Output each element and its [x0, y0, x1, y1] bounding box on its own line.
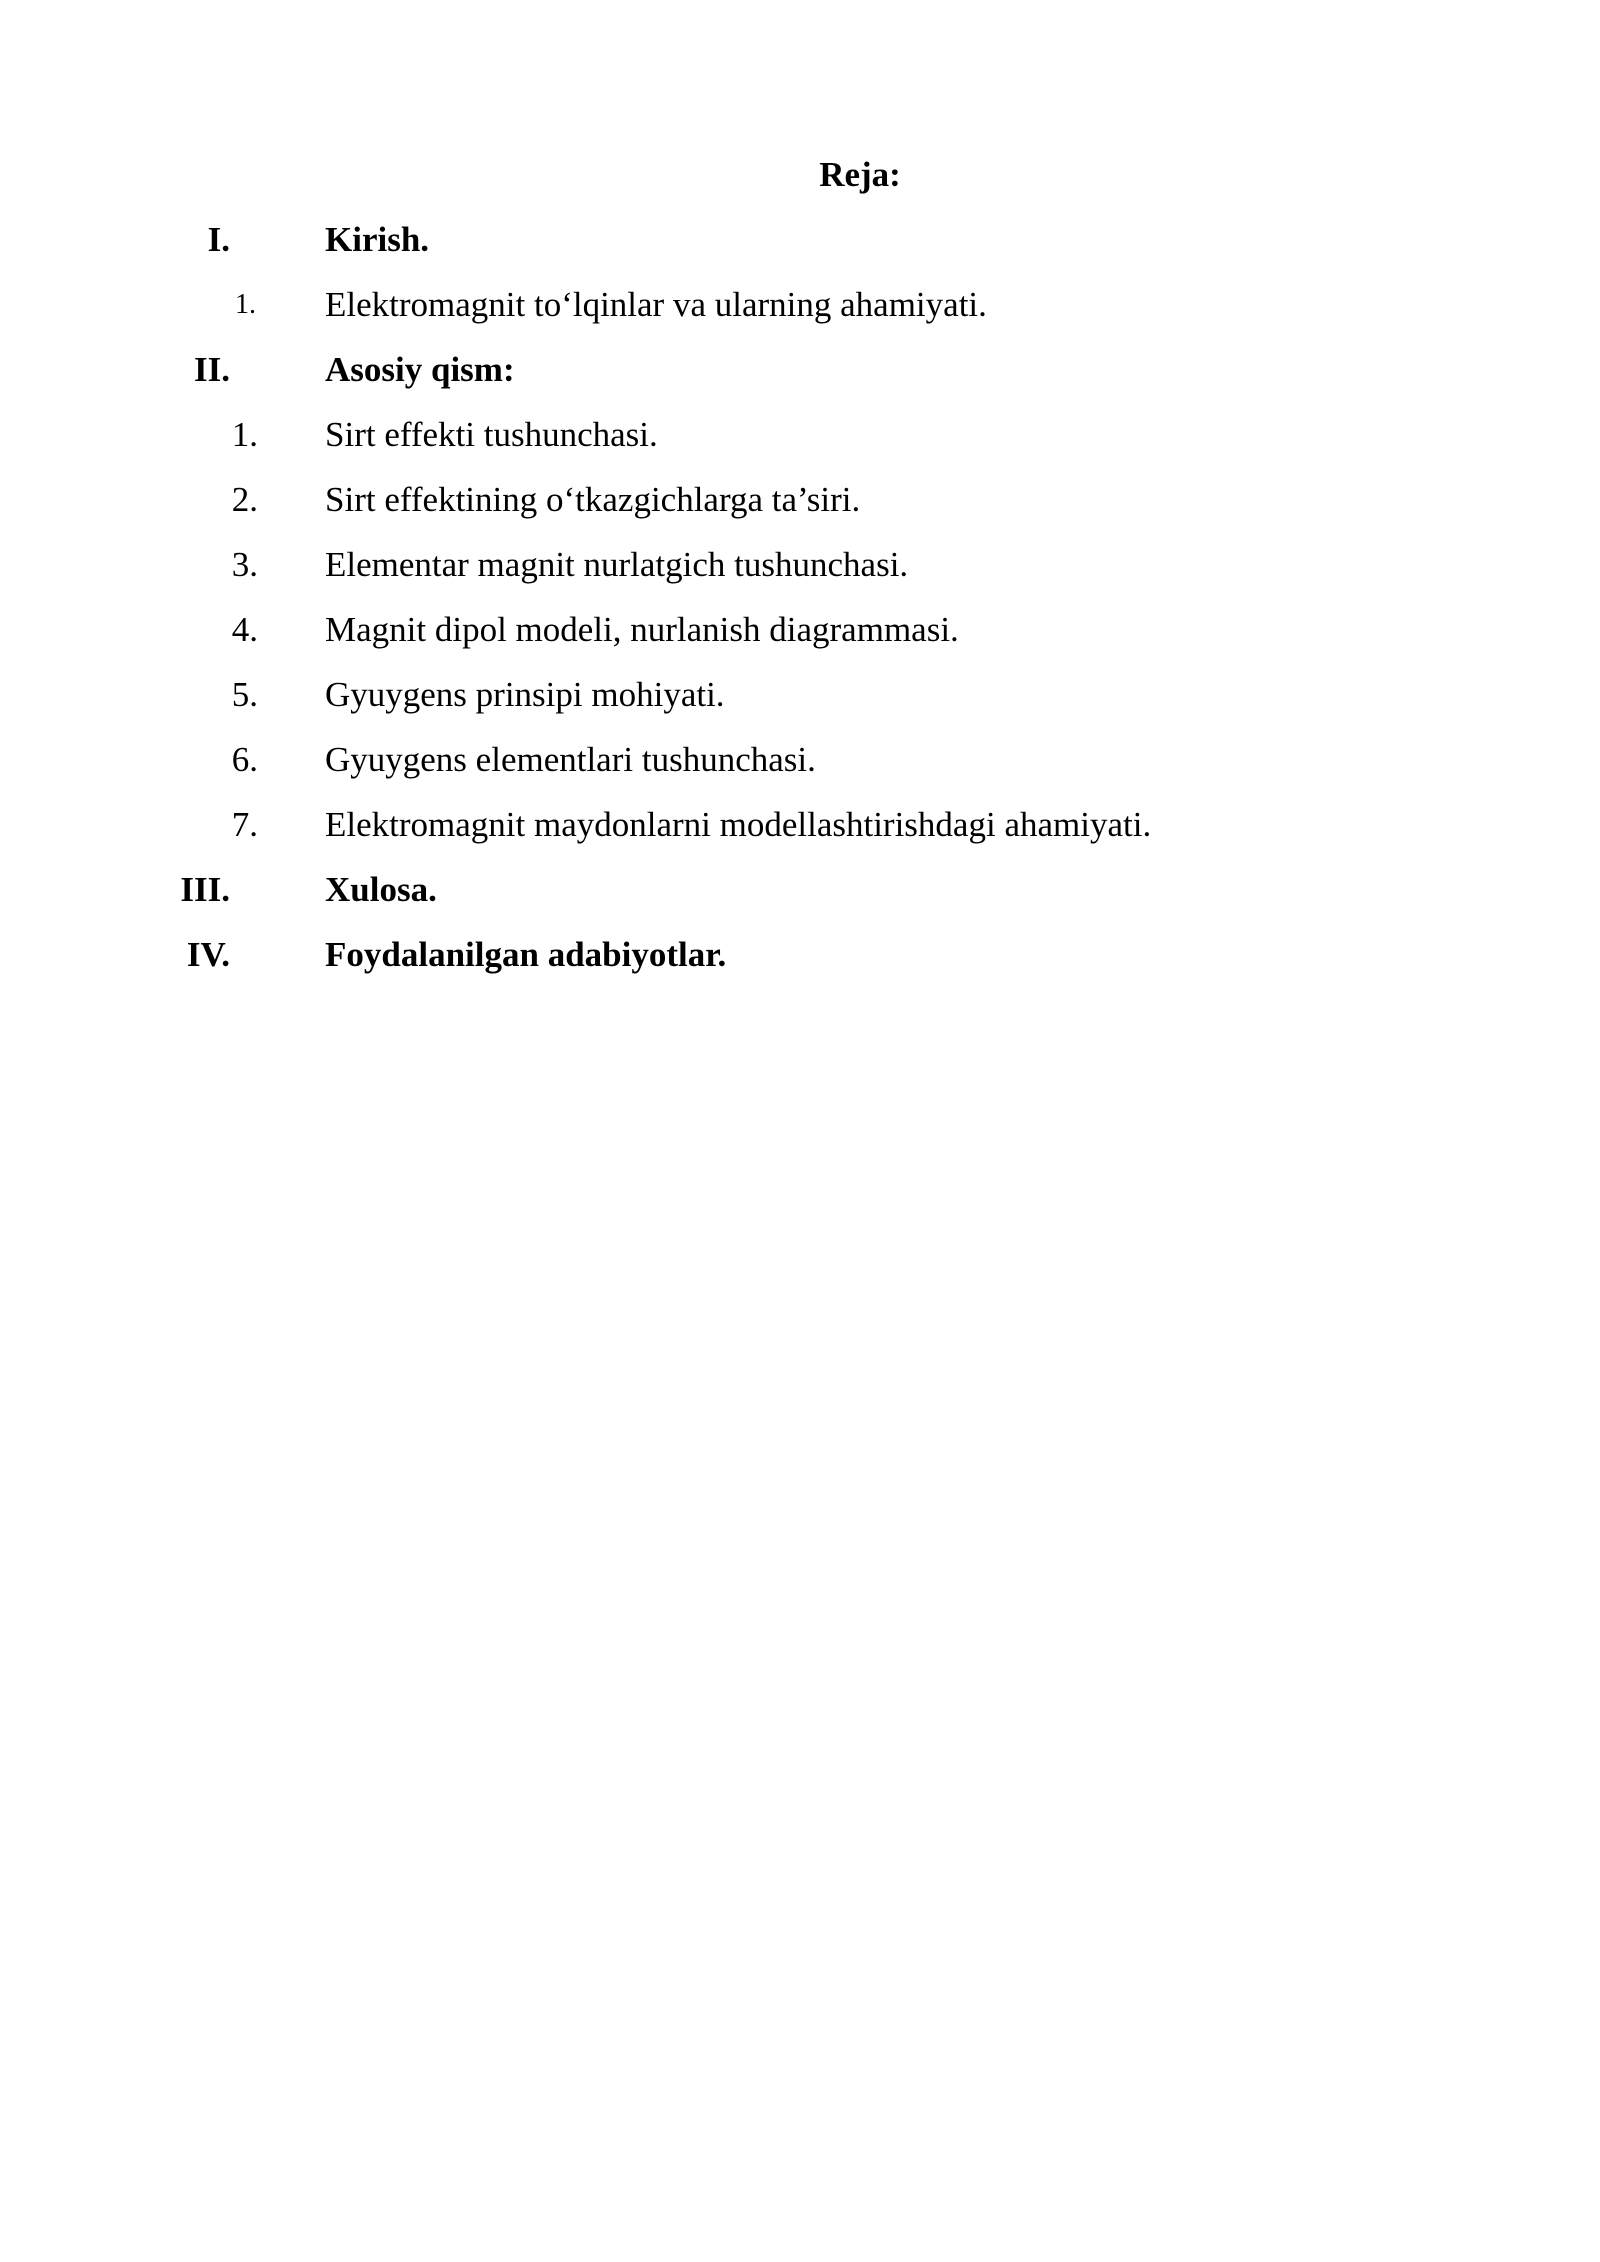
item-text: Elementar magnit nurlatgich tushunchasi.: [325, 545, 909, 584]
item-text: Magnit dipol modeli, nurlanish diagrammasi.: [325, 610, 959, 649]
item-number: 4.: [231, 610, 258, 649]
section-heading: Foydalanilgan adabiyotlar.: [325, 935, 727, 974]
item-text: Gyuygens elementlari tushunchasi.: [325, 740, 816, 779]
section-numeral: IV.: [186, 935, 230, 974]
section-numeral: II.: [194, 350, 230, 389]
item-number: 1.: [235, 289, 256, 320]
item-text: Elektromagnit to‘lqinlar va ularning ahamiyati.: [325, 285, 987, 324]
item-number: 1.: [231, 415, 258, 454]
section-heading: Xulosa.: [325, 870, 437, 909]
item-text: Sirt effekti tushunchasi.: [325, 415, 658, 454]
item-number: 3.: [231, 545, 258, 584]
page-title: Reja:: [819, 155, 901, 194]
section-heading: Asosiy qism:: [325, 350, 515, 389]
item-number: 6.: [231, 740, 258, 779]
item-text: Elektromagnit maydonlarni modellashtirishdagi ahamiyati.: [325, 805, 1152, 844]
item-number: 7.: [231, 805, 258, 844]
item-number: 2.: [231, 480, 258, 519]
item-text: Sirt effektining o‘tkazgichlarga ta’siri.: [325, 480, 861, 519]
section-heading: Kirish.: [325, 220, 430, 259]
section-numeral: III.: [180, 870, 230, 909]
section-numeral: I.: [207, 220, 230, 259]
item-number: 5.: [231, 675, 258, 714]
item-text: Gyuygens prinsipi mohiyati.: [325, 675, 725, 714]
